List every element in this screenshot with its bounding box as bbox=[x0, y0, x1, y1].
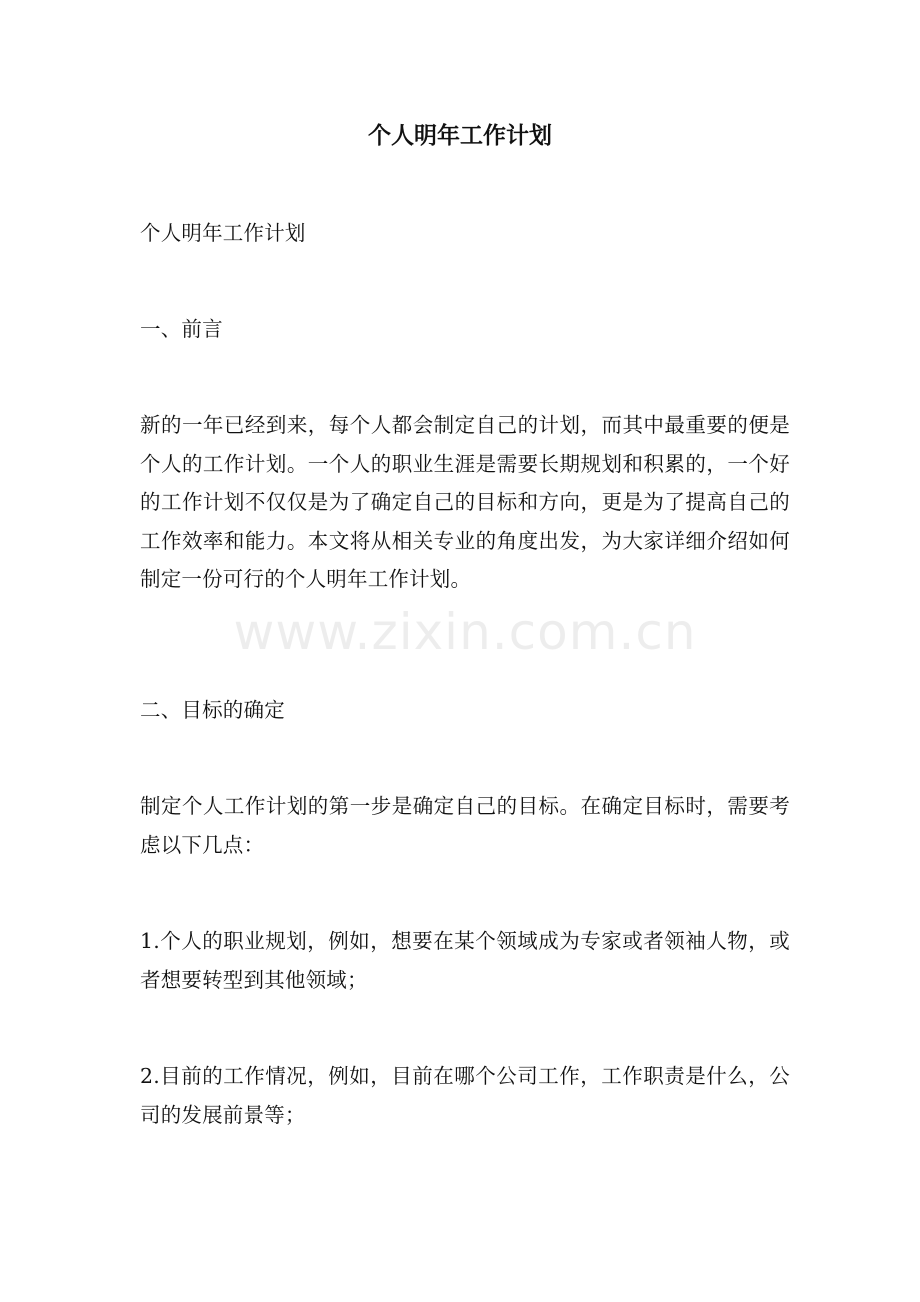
section-2-intro: 制定个人工作计划的第一步是确定自己的目标。在确定目标时，需要考虑以下几点： bbox=[140, 794, 790, 857]
list-item: 2.目前的工作情况，例如，目前在哪个公司工作，工作职责是什么，公司的发展前景等； bbox=[140, 1064, 790, 1127]
section-2-heading: 二、目标的确定 bbox=[140, 698, 285, 722]
document-subtitle: 个人明年工作计划 bbox=[140, 221, 306, 245]
watermark: www.zixin.com.cn bbox=[233, 603, 697, 661]
section-1-heading: 一、前言 bbox=[140, 317, 223, 341]
section-1-paragraph: 新的一年已经到来，每个人都会制定自己的计划，而其中最重要的便是个人的工作计划。一个人的职业生涯是需要长期规划和积累的，一个好的工作计划不仅仅是为了确定自己的目标和方向，更是为了提高自己的工作效率和能力。本文将从相关专业的角度出发，为大家详细介绍如何制定一份可行的个人明年工作计划。 bbox=[140, 413, 790, 591]
document-title: 个人明年工作计划 bbox=[368, 122, 552, 149]
list-item: 1.个人的职业规划，例如，想要在某个领域成为专家或者领袖人物，或者想要转型到其他领域； bbox=[140, 929, 790, 992]
